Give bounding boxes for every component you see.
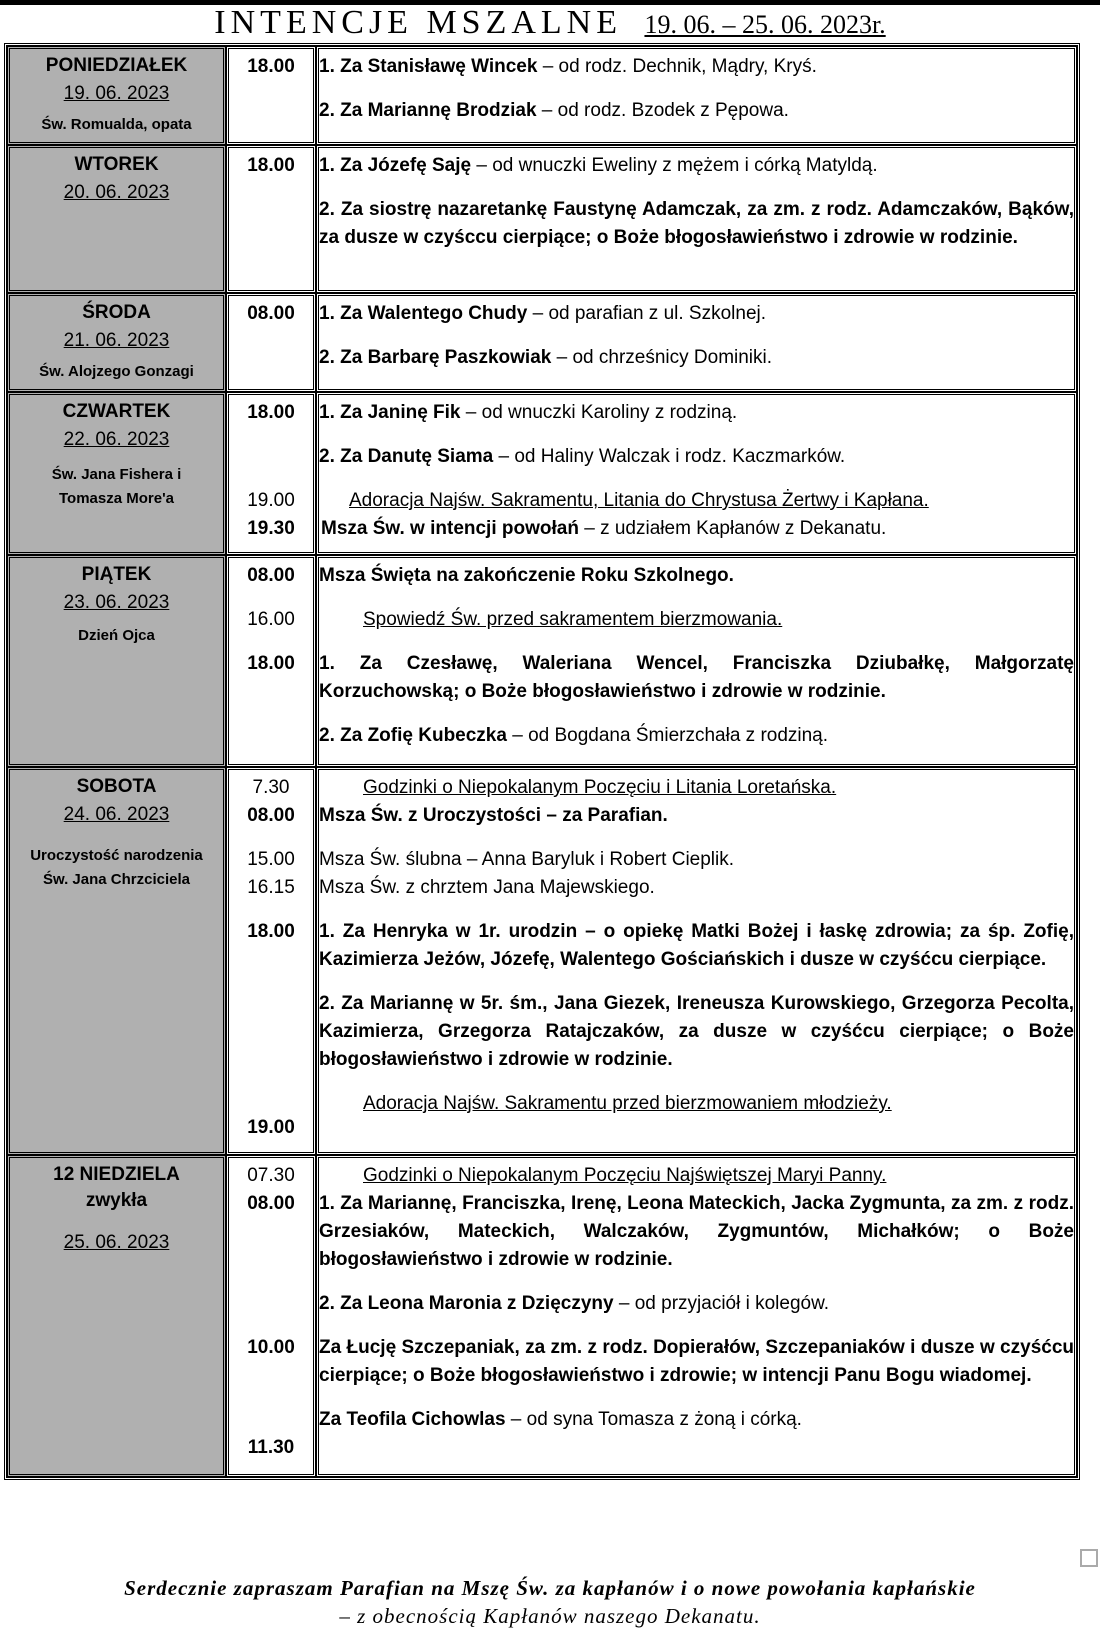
intention: Msza Św. ślubna – Anna Baryluk i Robert Cieplik.: [319, 849, 735, 870]
day-date: 21. 06. 2023: [63, 330, 170, 351]
day-date: 22. 06. 2023: [63, 429, 170, 450]
intention: 1. Za Stanisławę Wincek – od rodz. Dechnik, Mądry, Kryś.: [319, 56, 817, 77]
footer-line-1: Serdecznie zapraszam Parafian na Mszę Św. za kapłanów i o nowe powołania kapłańskie: [124, 1576, 976, 1600]
intention-cell: [316, 1155, 1077, 1477]
day-date: 24. 06. 2023: [63, 804, 170, 825]
intention: 1. Za Mariannę, Franciszka, Irenę, Leona Mateckich, Jacka Zygmunta, za zm. z rodz. Grzesiaków, Mateckich, Walczaków, Zygmuntów, Michałków; o Boże błogosławieństwo i zdrowie w rodzinie.: [319, 1193, 1074, 1270]
time-cell: [226, 1155, 316, 1477]
day-date: 19. 06. 2023: [63, 83, 170, 104]
intention-cell: [316, 767, 1077, 1155]
time: 08.00: [247, 805, 295, 826]
time-cell: [226, 555, 316, 767]
intention: 2. Za Zofię Kubeczka – od Bogdana Śmierzchała z rodziną.: [319, 725, 829, 746]
time-cell: [226, 46, 316, 145]
event: Godzinki o Niepokalanym Poczęciu i Litania Loretańska.: [363, 777, 837, 798]
day-name: WTOREK: [74, 154, 159, 175]
intention: Msza Św. z Uroczystości – za Parafian.: [319, 805, 668, 826]
intention-cell: [316, 392, 1077, 555]
time: 10.00: [247, 1337, 295, 1358]
intention: Za Łucję Szczepaniak, za zm. z rodz. Dopierałów, Szczepaniaków i dusze w czyśćcu cierpiące; o Boże błogosławieństwo i zdrowie; w intencji Panu Bogu wiadomej.: [319, 1337, 1074, 1386]
intention: 2. Za Danutę Siama – od Haliny Walczak i rodz. Kaczmarków.: [319, 446, 846, 467]
day-name: SOBOTA: [76, 776, 157, 797]
day-note: Św. Romualda, opata: [41, 116, 192, 133]
day-cell: [7, 145, 226, 293]
time-cell: [226, 392, 316, 555]
day-row-sunday: [7, 1155, 1077, 1477]
day-date: 20. 06. 2023: [63, 182, 170, 203]
time: 08.00: [247, 565, 295, 586]
time: 18.00: [247, 155, 295, 176]
intention: 2. Za Mariannę w 5r. śm., Jana Giezek, Ireneusza Kurowskiego, Grzegorza Pecolta, Kazimierza, Grzegorza Ratajczaków, za dusze w czyśćcu cierpiące; o Boże błogosławieństwo i zdrowie w rodzinie.: [319, 993, 1074, 1070]
intention: 1. Za Walentego Chudy – od parafian z ul. Szkolnej.: [319, 303, 767, 324]
day-name: PIĄTEK: [81, 564, 152, 585]
intention: 1. Za Janinę Fik – od wnuczki Karoliny z rodziną.: [319, 402, 738, 423]
intention: 2. Za Mariannę Brodziak – od rodz. Bzodek z Pępowa.: [319, 100, 789, 121]
event: Adoracja Najśw. Sakramentu, Litania do Chrystusa Żertwy i Kapłana.: [349, 490, 929, 511]
time-cell: [226, 293, 316, 392]
day-row-saturday: [7, 767, 1077, 1155]
time: 16.15: [247, 877, 295, 898]
day-row-monday: [7, 46, 1077, 145]
day-row-friday: [7, 555, 1077, 767]
time: 08.00: [247, 303, 295, 324]
time: 19.00: [247, 1117, 295, 1138]
day-note: Dzień Ojca: [78, 627, 155, 644]
day-name: PONIEDZIAŁEK: [45, 55, 188, 76]
intention: 2. Za Leona Maronia z Dzięczyny – od przyjaciół i kolegów.: [319, 1293, 830, 1314]
intention: Msza Święta na zakończenie Roku Szkolnego.: [319, 565, 734, 586]
time: 18.00: [247, 56, 295, 77]
time: 07.30: [247, 1165, 295, 1186]
mass-intentions-table: [4, 43, 1080, 1480]
time: 18.00: [247, 402, 295, 423]
intention-cell: [316, 293, 1077, 392]
intention-cell: [316, 145, 1077, 293]
day-name: CZWARTEK: [62, 401, 171, 422]
intention: 1. Za Czesławę, Waleriana Wencel, Franciszka Dziubałkę, Małgorzatę Korzuchowską; o Boże błogosławieństwo i zdrowie w rodzinie.: [319, 653, 1074, 702]
page-header: [0, 4, 1100, 42]
intention: Msza Św. z chrztem Jana Majewskiego.: [319, 877, 655, 898]
time: 15.00: [247, 849, 295, 870]
time: 18.00: [247, 921, 295, 942]
page-title: INTENCJE MSZALNE: [214, 4, 622, 41]
intention-cell: [316, 555, 1077, 767]
intention: 1. Za Henryka w 1r. urodzin – o opiekę Matki Bożej i łaskę zdrowia; za śp. Zofię, Kazimierza Jeżów, Józefę, Walentego Gościańskich i dusze w czyśćcu cierpiące.: [319, 921, 1074, 970]
day-note: Św. Alojzego Gonzagi: [39, 363, 194, 380]
time: 19.30: [247, 518, 295, 539]
time: 16.00: [247, 609, 295, 630]
intention: 1. Za Józefę Saję – od wnuczki Eweliny z mężem i córką Matyldą.: [319, 155, 878, 176]
day-cell: [7, 767, 226, 1155]
day-cell: [7, 46, 226, 145]
time-cell: [226, 145, 316, 293]
intention-cell: [316, 46, 1077, 145]
intention: 2. Za Barbarę Paszkowiak – od chrześnicy Dominiki.: [319, 347, 773, 368]
footer-invitation: [0, 1574, 1100, 1630]
time: 11.30: [247, 1437, 295, 1458]
day-row-thursday: [7, 392, 1077, 555]
footer-line-2: – z obecnością Kapłanów naszego Dekanatu.: [339, 1604, 761, 1628]
day-cell: [7, 293, 226, 392]
time: 08.00: [247, 1193, 295, 1214]
event: Adoracja Najśw. Sakramentu przed bierzmowaniem młodzieży.: [363, 1093, 892, 1114]
day-cell: [7, 392, 226, 555]
time-cell: [226, 767, 316, 1155]
table-resize-handle[interactable]: [1080, 1549, 1098, 1567]
day-name: 12 NIEDZIELA zwykła: [53, 1164, 180, 1211]
day-date: 23. 06. 2023: [63, 592, 170, 613]
date-range: 19. 06. – 25. 06. 2023r.: [644, 10, 886, 39]
time: 19.00: [247, 490, 295, 511]
day-row-wednesday: [7, 293, 1077, 392]
event: Godzinki o Niepokalanym Poczęciu Najświętszej Maryi Panny.: [363, 1165, 887, 1186]
time: 18.00: [247, 653, 295, 674]
time: 7.30: [252, 777, 290, 798]
day-cell: [7, 555, 226, 767]
day-row-tuesday: [7, 145, 1077, 293]
event: Spowiedź Św. przed sakramentem bierzmowania.: [363, 609, 783, 630]
day-date: 25. 06. 2023: [63, 1232, 170, 1253]
day-note: Uroczystość narodzenia Św. Jana Chrzciciela: [30, 847, 203, 888]
day-name: ŚRODA: [82, 302, 151, 323]
intention: 2. Za siostrę nazaretankę Faustynę Adamczak, za zm. z rodz. Adamczaków, Bąków, za dusze w czyśccu cierpiące; o Boże błogosławieństwo i zdrowie w rodzinie.: [319, 199, 1074, 248]
intention: Za Teofila Cichowlas – od syna Tomasza z żoną i córką.: [319, 1409, 802, 1430]
day-cell: [7, 1155, 226, 1477]
intention: Msza Św. w intencji powołań – z udziałem Kapłanów z Dekanatu.: [321, 518, 887, 539]
day-note: Św. Jana Fishera i Tomasza More'a: [51, 466, 182, 507]
